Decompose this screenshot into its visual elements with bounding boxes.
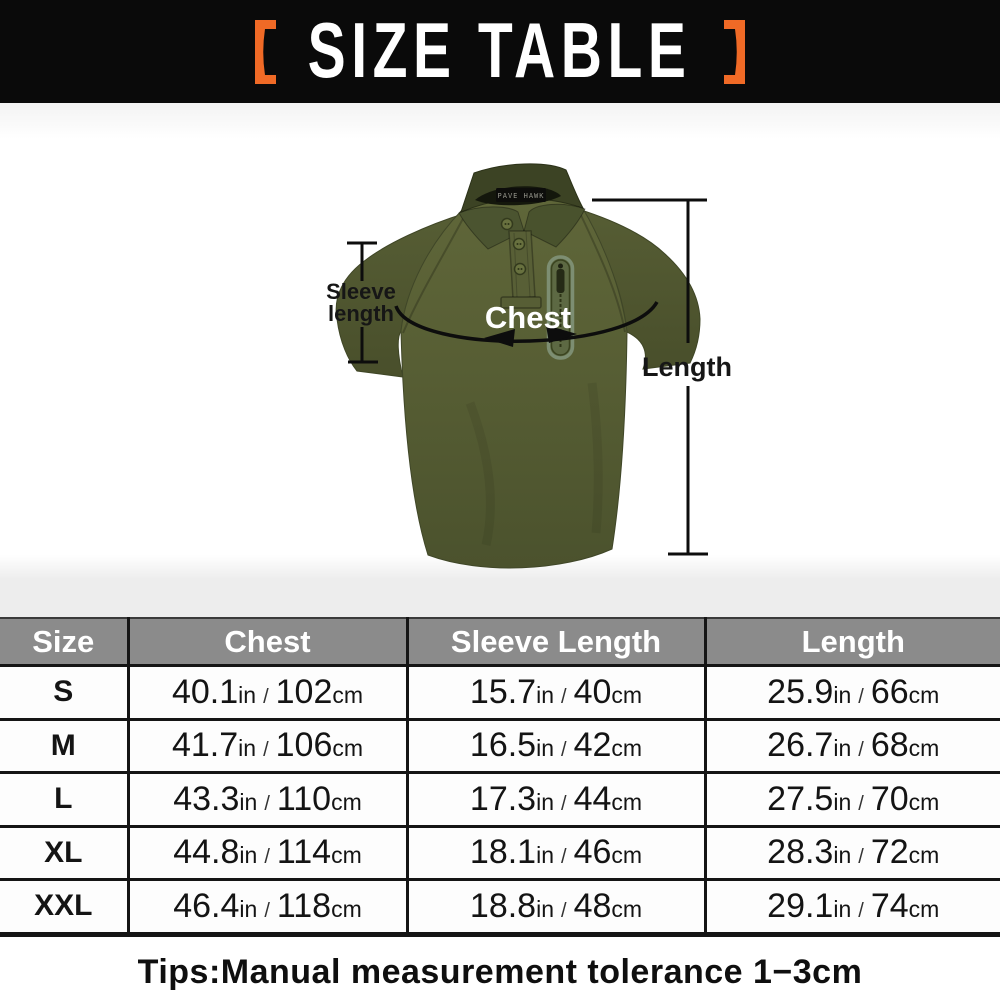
banner-title: SIZE TABLE [308, 8, 692, 95]
chest-value-cell: 46.4in / 118cm [128, 880, 407, 935]
length-value-cell: 26.7in / 68cm [705, 719, 1000, 773]
sleeve-length-label-1: Sleeve [326, 279, 396, 304]
column-header-chest: Chest [128, 618, 407, 666]
chest-label: Chest [484, 300, 572, 335]
chest-value-cell: 44.8in / 114cm [128, 826, 407, 880]
sleeve-value-cell: 16.5in / 42cm [407, 719, 705, 773]
size-table-header [0, 618, 1000, 666]
chest-value-cell: 43.3in / 110cm [128, 773, 407, 827]
size-table-banner [0, 0, 1000, 103]
size-table [0, 617, 1000, 937]
table-row [0, 773, 1000, 827]
product-photo-area [0, 103, 1000, 617]
tips-text: Tips:Manual measurement tolerance 1−3cm [137, 952, 863, 991]
sleeve-value-cell: 17.3in / 44cm [407, 773, 705, 827]
size-cell: L [0, 773, 128, 827]
table-row [0, 719, 1000, 773]
sleeve-value-cell: 18.1in / 46cm [407, 826, 705, 880]
size-cell: XXL [0, 880, 128, 935]
right-bracket-icon [724, 20, 745, 84]
length-value-cell: 25.9in / 66cm [705, 666, 1000, 720]
length-value-cell: 29.1in / 74cm [705, 880, 1000, 935]
sleeve-value-cell: 15.7in / 40cm [407, 666, 705, 720]
length-value-cell: 28.3in / 72cm [705, 826, 1000, 880]
brand-label-text: PAVE HAWK [497, 192, 545, 200]
zipper-pull-icon [558, 264, 563, 269]
sleeve-length-label-2: length [328, 301, 394, 326]
size-cell: M [0, 719, 128, 773]
table-row [0, 826, 1000, 880]
chest-value-cell: 40.1in / 102cm [128, 666, 407, 720]
size-cell: XL [0, 826, 128, 880]
length-label: Length [642, 352, 732, 382]
size-cell: S [0, 666, 128, 720]
column-header-length: Length [705, 618, 1000, 666]
table-row [0, 880, 1000, 935]
sleeve-value-cell: 18.8in / 48cm [407, 880, 705, 935]
chest-value-cell: 41.7in / 106cm [128, 719, 407, 773]
polo-shirt-diagram [0, 103, 1000, 617]
column-header-sleeve-length: Sleeve Length [407, 618, 705, 666]
column-header-size: Size [0, 618, 128, 666]
table-row [0, 666, 1000, 720]
left-bracket-icon [255, 20, 276, 84]
length-value-cell: 27.5in / 70cm [705, 773, 1000, 827]
